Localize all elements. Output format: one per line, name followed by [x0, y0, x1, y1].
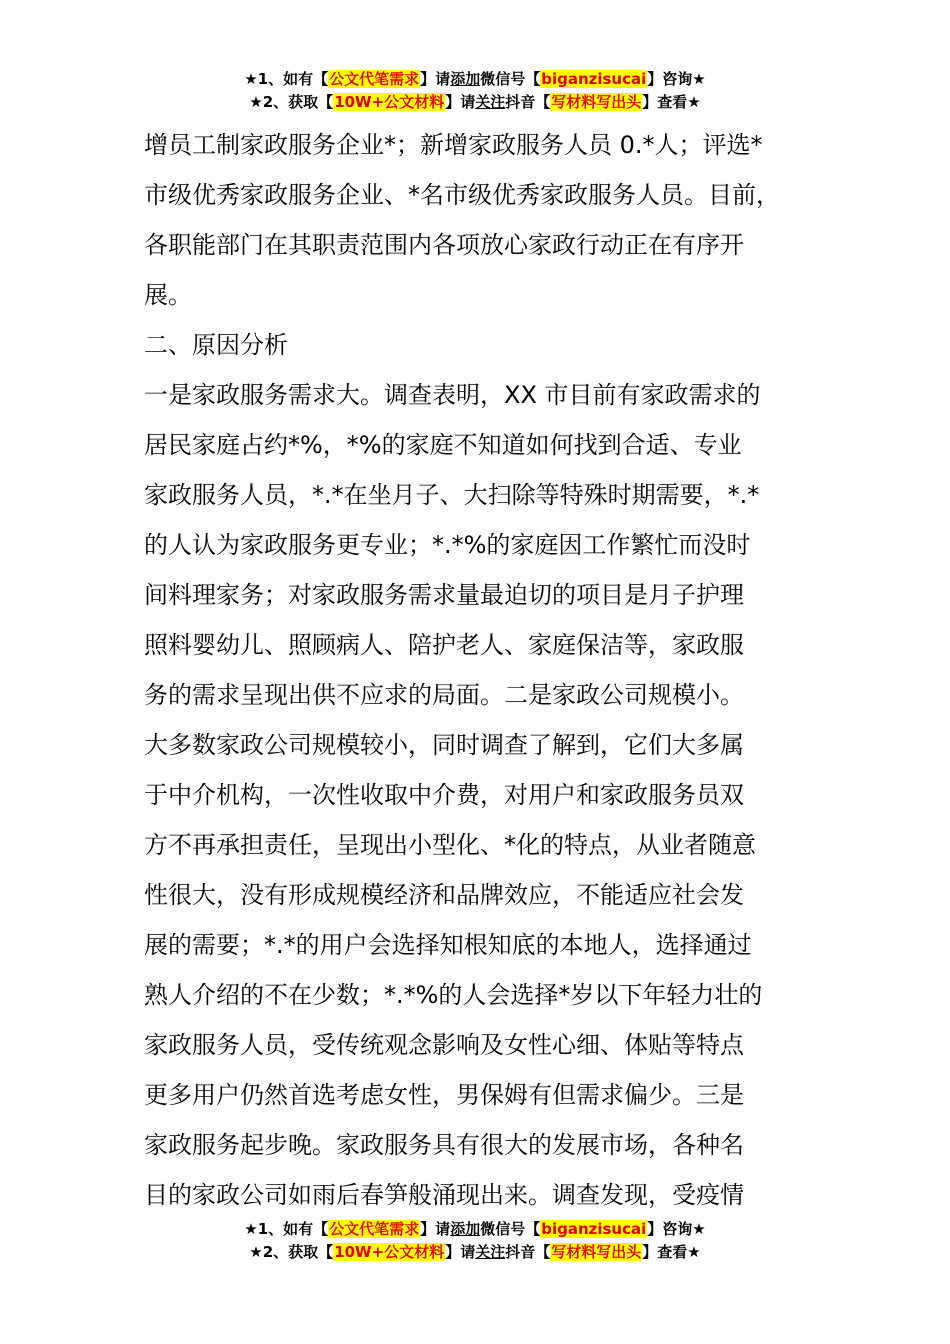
body-line: 家政服务人员，受传统观念影响及女性心细、体贴等特点	[144, 1031, 744, 1059]
banner-text: 】请	[420, 1220, 451, 1238]
banner-text: ★2、获取【	[249, 1243, 334, 1261]
body-line: 务的需求呈现出供不应求的局面。二是家政公司规模小。	[144, 681, 744, 709]
banner-highlight: 公文代笔需求	[329, 70, 420, 88]
banner-underlined: 关注	[475, 93, 506, 111]
body-line: 方不再承担责任，呈现出小型化、*化的特点，从业者随意	[144, 831, 756, 859]
body-line: 展的需要；*.*的用户会选择知根知底的本地人，选择通过	[144, 931, 752, 959]
banner-text: ★1、如有【	[244, 1220, 329, 1238]
banner-underlined: 添加	[450, 1220, 481, 1238]
header-banner	[0, 68, 950, 114]
body-line: 市级优秀家政服务企业、*名市级优秀家政服务人员。目前，	[144, 181, 780, 209]
banner-highlight: 写材料写出头	[551, 1243, 642, 1261]
banner-text: 】查看★	[642, 1243, 701, 1261]
banner-highlight: 公文代笔需求	[329, 1220, 420, 1238]
banner-underlined: 添加	[450, 70, 481, 88]
body-line: 家政服务起步晚。家政服务具有很大的发展市场，各种名	[144, 1131, 744, 1159]
body-line: 的人认为家政服务更专业；*.*%的家庭因工作繁忙而没时	[144, 531, 751, 559]
footer-banner	[0, 1218, 950, 1264]
banner-highlight: 10W+公文材料	[334, 93, 445, 111]
document-body	[144, 120, 824, 1220]
body-line: 一是家政服务需求大。调查表明，XX 市目前有家政需求的	[144, 381, 761, 409]
banner-highlight: 写材料写出头	[551, 93, 642, 111]
banner-line-1	[0, 68, 950, 91]
body-line: 目的家政公司如雨后春笋般涌现出来。调查发现，受疫情	[144, 1181, 744, 1209]
banner-line-1	[0, 1218, 950, 1241]
banner-text: 微信号【	[480, 1220, 541, 1238]
banner-text: ★2、获取【	[249, 93, 334, 111]
body-line: 增员工制家政服务企业*；新增家政服务人员 0.*人；评选*	[144, 131, 763, 159]
banner-text: 】请	[445, 93, 476, 111]
section-heading: 二、原因分析	[144, 331, 288, 359]
banner-text: 】请	[420, 70, 451, 88]
body-line: 居民家庭占约*%，*%的家庭不知道如何找到合适、专业	[144, 431, 742, 459]
banner-text: ★1、如有【	[244, 70, 329, 88]
banner-text: 】咨询★	[647, 70, 706, 88]
body-line: 熟人介绍的不在少数；*.*%的人会选择*岁以下年轻力壮的	[144, 981, 763, 1009]
banner-line-2	[0, 91, 950, 114]
banner-text: 微信号【	[480, 70, 541, 88]
body-line: 性很大，没有形成规模经济和品牌效应，不能适应社会发	[144, 881, 744, 909]
body-line: 于中介机构，一次性收取中介费，对用户和家政服务员双	[144, 781, 744, 809]
banner-text: 】查看★	[642, 93, 701, 111]
banner-highlight: biganzisucai	[541, 70, 647, 88]
banner-text: 抖音【	[505, 93, 551, 111]
body-line: 大多数家政公司规模较小，同时调查了解到，它们大多属	[144, 731, 744, 759]
banner-highlight: 10W+公文材料	[334, 1243, 445, 1261]
body-line: 更多用户仍然首选考虑女性，男保姆有但需求偏少。三是	[144, 1081, 744, 1109]
banner-underlined: 关注	[475, 1243, 506, 1261]
body-line: 展。	[144, 281, 192, 309]
banner-highlight: biganzisucai	[541, 1220, 647, 1238]
banner-text: 】咨询★	[647, 1220, 706, 1238]
body-line: 间料理家务；对家政服务需求量最迫切的项目是月子护理	[144, 581, 744, 609]
body-line: 照料婴幼儿、照顾病人、陪护老人、家庭保洁等，家政服	[144, 631, 744, 659]
banner-text: 抖音【	[505, 1243, 551, 1261]
banner-text: 】请	[445, 1243, 476, 1261]
banner-line-2	[0, 1241, 950, 1264]
body-line: 各职能部门在其职责范围内各项放心家政行动正在有序开	[144, 231, 744, 259]
body-line: 家政服务人员，*.*在坐月子、大扫除等特殊时期需要，*.*	[144, 481, 760, 509]
